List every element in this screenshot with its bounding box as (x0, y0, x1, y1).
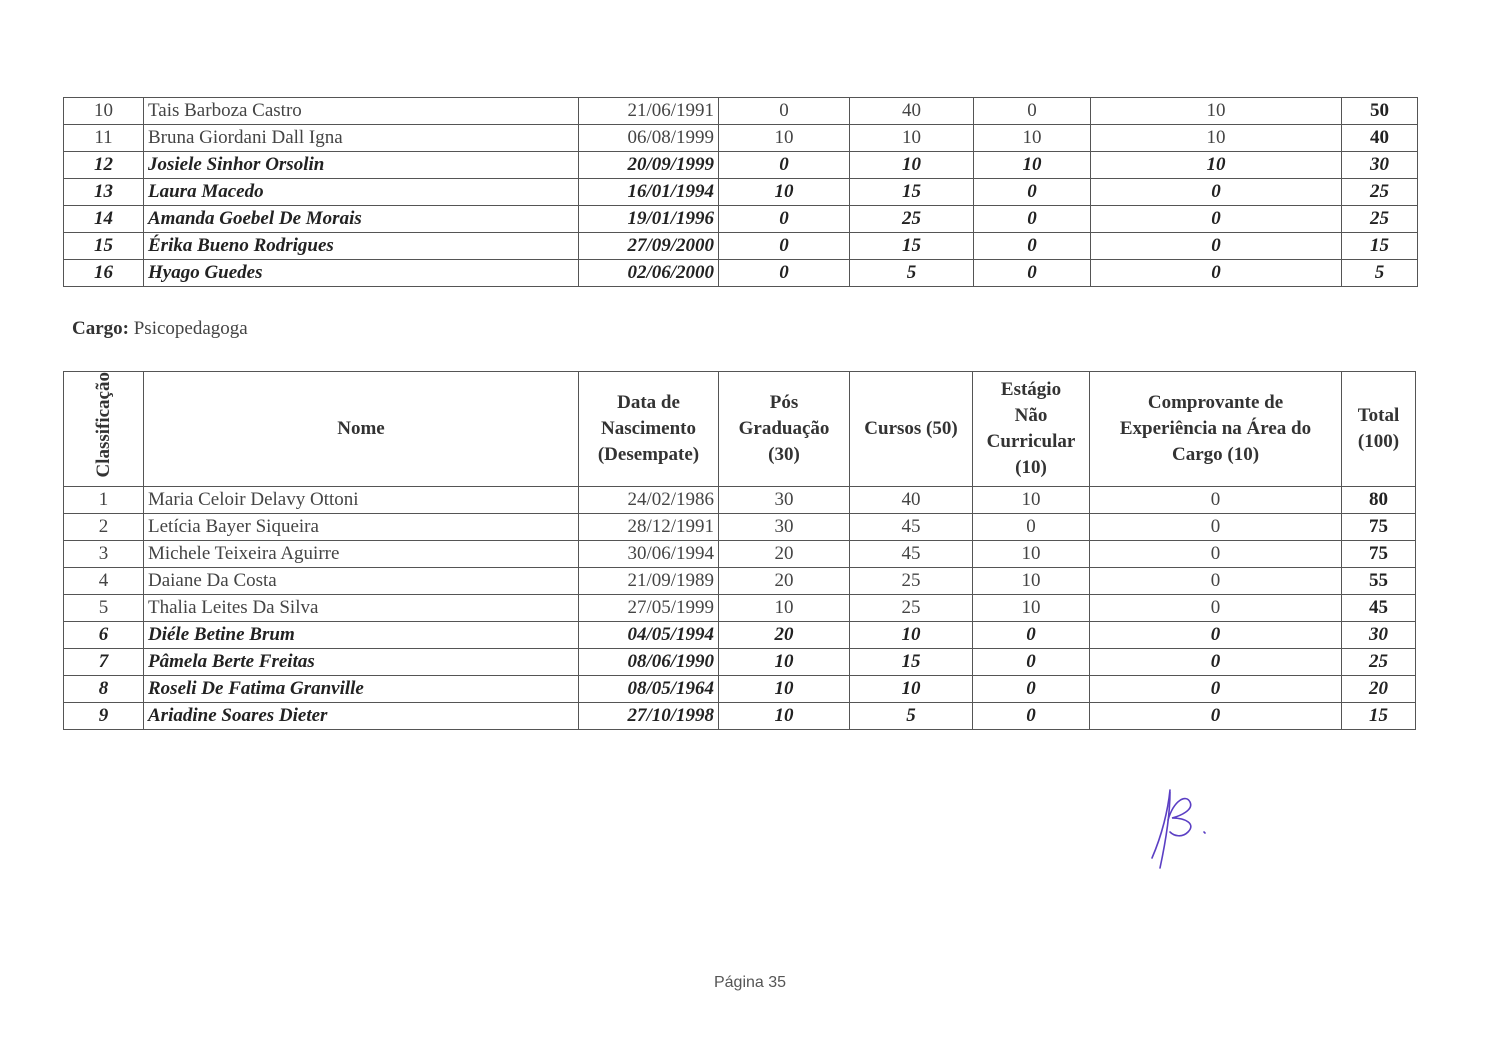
cell-pos-graduacao: 20 (719, 540, 850, 567)
header-nome: Nome (144, 372, 579, 487)
cell-pos-graduacao: 10 (719, 179, 850, 206)
cell-classificacao: 13 (64, 179, 144, 206)
cell-classificacao: 7 (64, 648, 144, 675)
cell-total: 30 (1342, 621, 1416, 648)
cell-data-nascimento: 24/02/1986 (579, 486, 719, 513)
header-total: Total (100) (1342, 372, 1416, 487)
header-row (64, 372, 1416, 487)
cell-nome: Ariadine Soares Dieter (144, 702, 579, 729)
cell-data-nascimento: 27/10/1998 (579, 702, 719, 729)
cell-nome: Pâmela Berte Freitas (144, 648, 579, 675)
table-row (64, 540, 1416, 567)
cell-nome: Josiele Sinhor Orsolin (144, 152, 579, 179)
cell-total: 25 (1342, 179, 1418, 206)
cell-cursos: 5 (850, 260, 974, 287)
table-row (64, 260, 1418, 287)
cell-classificacao: 2 (64, 513, 144, 540)
cell-classificacao: 1 (64, 486, 144, 513)
cell-pos-graduacao: 10 (719, 125, 850, 152)
cell-estagio: 10 (973, 567, 1090, 594)
cell-total: 15 (1342, 233, 1418, 260)
cell-estagio: 0 (973, 702, 1090, 729)
header-experiencia: Comprovante de Experiência na Área do Cargo (10) (1090, 372, 1342, 487)
cell-experiencia: 0 (1090, 675, 1342, 702)
cell-total: 25 (1342, 206, 1418, 233)
cell-total: 55 (1342, 567, 1416, 594)
table-row (64, 206, 1418, 233)
cell-estagio: 0 (973, 675, 1090, 702)
cell-nome: Michele Teixeira Aguirre (144, 540, 579, 567)
table-header (64, 372, 1416, 487)
cell-total: 75 (1342, 513, 1416, 540)
cell-classificacao: 14 (64, 206, 144, 233)
cell-cursos: 45 (850, 540, 973, 567)
cargo-label: Cargo: (72, 318, 129, 339)
cell-cursos: 15 (850, 648, 973, 675)
cell-experiencia: 0 (1091, 233, 1342, 260)
cell-estagio: 0 (974, 98, 1091, 125)
header-pos-graduacao: Pós Graduação (30) (719, 372, 850, 487)
cell-pos-graduacao: 30 (719, 486, 850, 513)
cell-cursos: 45 (850, 513, 973, 540)
cell-nome: Laura Macedo (144, 179, 579, 206)
table-row (64, 675, 1416, 702)
cell-pos-graduacao: 20 (719, 567, 850, 594)
cell-classificacao: 12 (64, 152, 144, 179)
cell-total: 75 (1342, 540, 1416, 567)
cell-experiencia: 0 (1090, 540, 1342, 567)
cell-nome: Tais Barboza Castro (144, 98, 579, 125)
cell-cursos: 5 (850, 702, 973, 729)
header-cursos: Cursos (50) (850, 372, 973, 487)
cell-cursos: 10 (850, 621, 973, 648)
cell-classificacao: 11 (64, 125, 144, 152)
cell-data-nascimento: 27/05/1999 (579, 594, 719, 621)
table-row (64, 648, 1416, 675)
cell-experiencia: 0 (1090, 621, 1342, 648)
table-body (64, 98, 1418, 287)
results-table-psicopedagoga (63, 371, 1416, 730)
cell-experiencia: 0 (1091, 260, 1342, 287)
cell-pos-graduacao: 10 (719, 648, 850, 675)
cell-classificacao: 15 (64, 233, 144, 260)
cell-cursos: 10 (850, 675, 973, 702)
cell-estagio: 0 (973, 648, 1090, 675)
cell-cursos: 40 (850, 98, 974, 125)
cell-data-nascimento: 04/05/1994 (579, 621, 719, 648)
cell-experiencia: 0 (1090, 486, 1342, 513)
cell-estagio: 0 (974, 179, 1091, 206)
header-estagio: Estágio Não Curricular (10) (973, 372, 1090, 487)
handwritten-signature-icon (1140, 780, 1220, 870)
cell-estagio: 10 (973, 486, 1090, 513)
cell-pos-graduacao: 0 (719, 206, 850, 233)
cell-cursos: 25 (850, 594, 973, 621)
cell-total: 40 (1342, 125, 1418, 152)
cell-estagio: 10 (974, 152, 1091, 179)
table-row (64, 486, 1416, 513)
header-classificacao: Classificação (64, 372, 144, 487)
cell-nome: Maria Celoir Delavy Ottoni (144, 486, 579, 513)
cell-estagio: 0 (973, 513, 1090, 540)
cell-nome: Roseli De Fatima Granville (144, 675, 579, 702)
cell-data-nascimento: 02/06/2000 (579, 260, 719, 287)
cell-nome: Érika Bueno Rodrigues (144, 233, 579, 260)
cell-classificacao: 10 (64, 98, 144, 125)
cell-experiencia: 10 (1091, 98, 1342, 125)
cell-pos-graduacao: 0 (719, 233, 850, 260)
cell-experiencia: 10 (1091, 125, 1342, 152)
table-row (64, 152, 1418, 179)
cell-total: 45 (1342, 594, 1416, 621)
cell-cursos: 40 (850, 486, 973, 513)
cell-estagio: 10 (973, 594, 1090, 621)
cell-cursos: 25 (850, 206, 974, 233)
header-data-nascimento: Data de Nascimento (Desempate) (579, 372, 719, 487)
cell-data-nascimento: 21/06/1991 (579, 98, 719, 125)
cell-classificacao: 4 (64, 567, 144, 594)
cell-experiencia: 0 (1090, 567, 1342, 594)
cell-data-nascimento: 08/06/1990 (579, 648, 719, 675)
cell-data-nascimento: 27/09/2000 (579, 233, 719, 260)
cell-estagio: 0 (973, 621, 1090, 648)
cell-cursos: 25 (850, 567, 973, 594)
table-row (64, 98, 1418, 125)
cell-classificacao: 16 (64, 260, 144, 287)
cell-experiencia: 0 (1090, 648, 1342, 675)
table-row (64, 179, 1418, 206)
table-row (64, 233, 1418, 260)
cell-classificacao: 6 (64, 621, 144, 648)
cell-pos-graduacao: 20 (719, 621, 850, 648)
cell-pos-graduacao: 0 (719, 260, 850, 287)
cell-experiencia: 0 (1091, 206, 1342, 233)
cell-data-nascimento: 30/06/1994 (579, 540, 719, 567)
cell-estagio: 0 (974, 233, 1091, 260)
cell-data-nascimento: 08/05/1964 (579, 675, 719, 702)
cell-data-nascimento: 19/01/1996 (579, 206, 719, 233)
table-row (64, 513, 1416, 540)
table-row (64, 702, 1416, 729)
cell-cursos: 10 (850, 125, 974, 152)
cell-total: 30 (1342, 152, 1418, 179)
cell-nome: Bruna Giordani Dall Igna (144, 125, 579, 152)
cell-pos-graduacao: 10 (719, 594, 850, 621)
cell-total: 15 (1342, 702, 1416, 729)
cell-pos-graduacao: 0 (719, 152, 850, 179)
cell-estagio: 0 (974, 206, 1091, 233)
cell-classificacao: 8 (64, 675, 144, 702)
cell-pos-graduacao: 30 (719, 513, 850, 540)
cell-experiencia: 10 (1091, 152, 1342, 179)
cell-estagio: 10 (974, 125, 1091, 152)
cell-estagio: 0 (974, 260, 1091, 287)
cell-classificacao: 5 (64, 594, 144, 621)
cell-pos-graduacao: 0 (719, 98, 850, 125)
cell-cursos: 10 (850, 152, 974, 179)
table-body (64, 486, 1416, 729)
cell-data-nascimento: 21/09/1989 (579, 567, 719, 594)
cell-cursos: 15 (850, 179, 974, 206)
results-table-continuation (63, 97, 1418, 287)
table-row (64, 594, 1416, 621)
cell-experiencia: 0 (1090, 513, 1342, 540)
cell-classificacao: 3 (64, 540, 144, 567)
cell-pos-graduacao: 10 (719, 702, 850, 729)
signature (1140, 780, 1220, 875)
cargo-value: Psicopedagoga (133, 318, 248, 339)
cell-data-nascimento: 16/01/1994 (579, 179, 719, 206)
table-row (64, 621, 1416, 648)
cell-cursos: 15 (850, 233, 974, 260)
table-row (64, 567, 1416, 594)
cell-data-nascimento: 20/09/1999 (579, 152, 719, 179)
cell-nome: Hyago Guedes (144, 260, 579, 287)
cell-nome: Thalia Leites Da Silva (144, 594, 579, 621)
cell-nome: Letícia Bayer Siqueira (144, 513, 579, 540)
cell-estagio: 10 (973, 540, 1090, 567)
cell-total: 80 (1342, 486, 1416, 513)
cell-experiencia: 0 (1090, 594, 1342, 621)
cell-experiencia: 0 (1090, 702, 1342, 729)
cell-total: 5 (1342, 260, 1418, 287)
cell-nome: Diéle Betine Brum (144, 621, 579, 648)
table-row (64, 125, 1418, 152)
cell-total: 50 (1342, 98, 1418, 125)
cell-classificacao: 9 (64, 702, 144, 729)
cell-nome: Amanda Goebel De Morais (144, 206, 579, 233)
cell-data-nascimento: 28/12/1991 (579, 513, 719, 540)
cell-nome: Daiane Da Costa (144, 567, 579, 594)
cell-total: 20 (1342, 675, 1416, 702)
cell-pos-graduacao: 10 (719, 675, 850, 702)
cell-total: 25 (1342, 648, 1416, 675)
cell-data-nascimento: 06/08/1999 (579, 125, 719, 152)
cell-experiencia: 0 (1091, 179, 1342, 206)
cargo-heading (72, 318, 248, 340)
page-number: Página 35 (713, 974, 787, 991)
